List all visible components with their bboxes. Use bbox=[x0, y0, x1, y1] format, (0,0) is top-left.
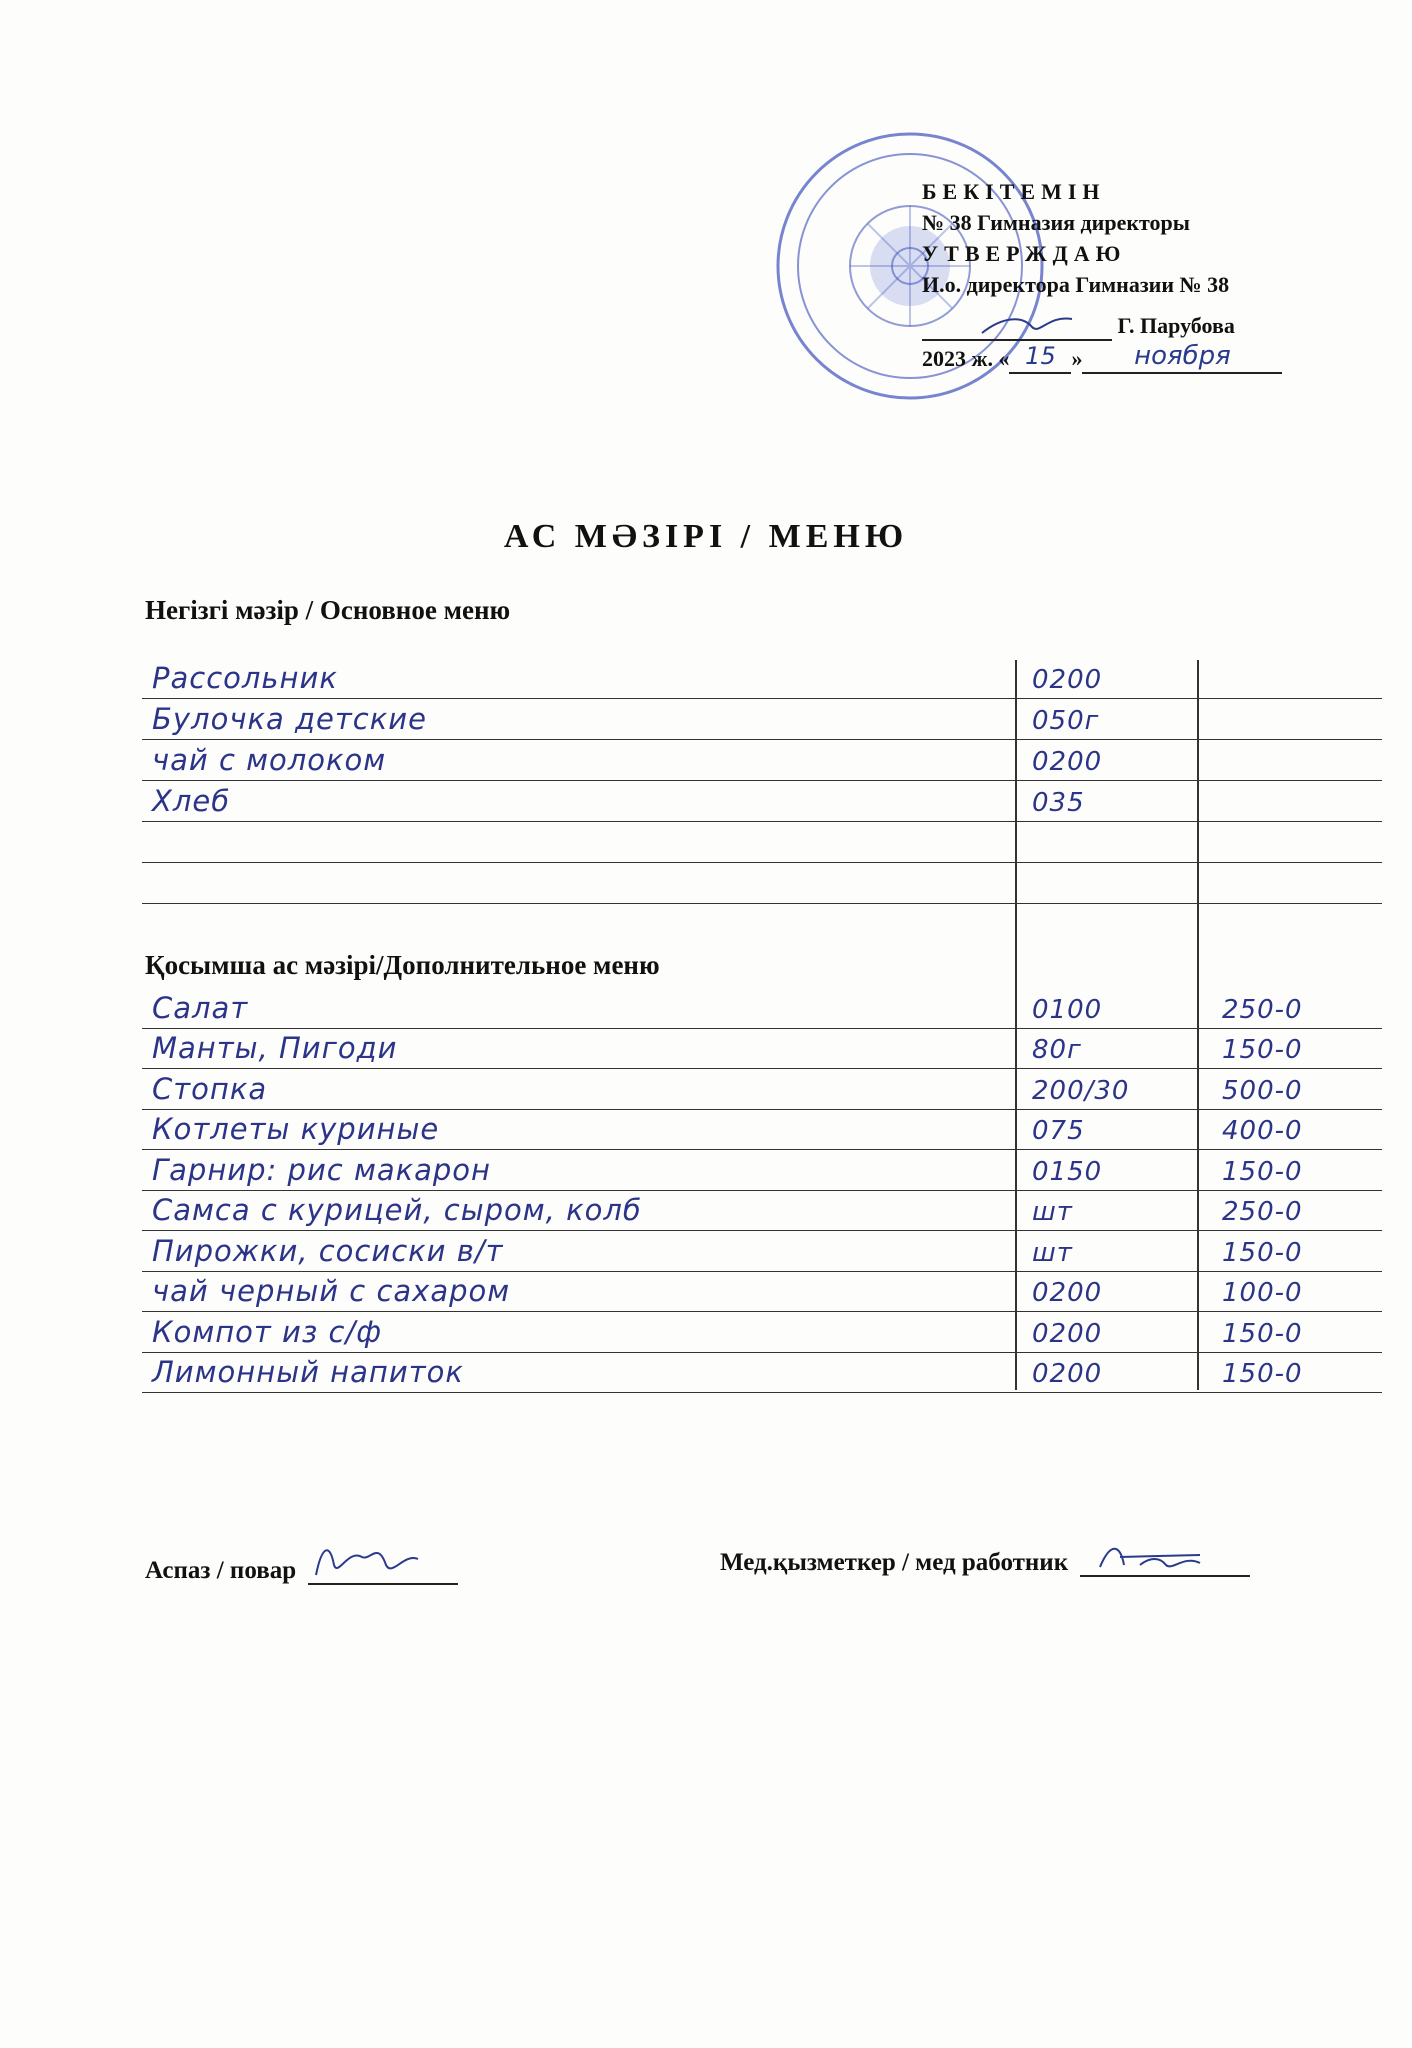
dish-price: 150-0 bbox=[1222, 1318, 1303, 1349]
cook-signature-block bbox=[145, 1535, 458, 1585]
table-row bbox=[142, 1110, 1382, 1151]
director-kz: № 38 Гимназия директоры bbox=[922, 210, 1190, 235]
dish-weight: 0200 bbox=[1032, 1278, 1103, 1308]
approve-kz: БЕКІТЕМІН bbox=[922, 179, 1106, 204]
dish-name: Стопка bbox=[152, 1071, 268, 1106]
dish-weight: 0150 bbox=[1032, 1156, 1103, 1187]
dish-weight: 050г bbox=[1032, 706, 1100, 736]
column-divider-weight bbox=[1015, 660, 1017, 1390]
dish-name: Булочка детские bbox=[152, 702, 427, 736]
dish-name: Хлеб bbox=[152, 784, 231, 818]
table-row bbox=[142, 1353, 1382, 1394]
dish-name: чай с молоком bbox=[152, 743, 387, 777]
director-signature bbox=[922, 311, 1112, 341]
dish-price: 500-0 bbox=[1222, 1075, 1303, 1106]
dish-name: Салат bbox=[152, 990, 249, 1025]
dish-name: Гарнир: рис макарон bbox=[152, 1152, 492, 1187]
dish-price: 250-0 bbox=[1222, 1197, 1303, 1227]
dish-name: Компот из с/ф bbox=[152, 1314, 383, 1349]
med-signature-block bbox=[720, 1535, 1250, 1577]
dish-name: Манты, Пигоди bbox=[152, 1031, 398, 1065]
table-row bbox=[142, 1231, 1382, 1272]
main-menu-heading: Негізгі мәзір / Основное меню bbox=[145, 595, 511, 625]
date-quote: » bbox=[1071, 346, 1083, 371]
table-row bbox=[142, 822, 1382, 863]
date-day: 15 bbox=[1009, 341, 1071, 374]
main-menu-table bbox=[142, 658, 1382, 904]
dish-name: чай черный с сахаром bbox=[152, 1274, 511, 1308]
table-row bbox=[142, 740, 1382, 781]
director-ru: И.о. директора Гимназии № 38 bbox=[922, 272, 1230, 297]
page-title: АС МӘЗІРІ / МЕНЮ bbox=[503, 518, 909, 555]
dish-name: Пирожки, сосиски в/т bbox=[152, 1233, 504, 1268]
table-row bbox=[142, 699, 1382, 740]
dish-weight: 0200 bbox=[1032, 1359, 1103, 1389]
med-label: Мед.қызметкер / мед работник bbox=[720, 1549, 1069, 1576]
table-row bbox=[142, 1150, 1382, 1191]
dish-weight: 0200 bbox=[1032, 665, 1103, 695]
date-month: ноября bbox=[1082, 341, 1282, 374]
dish-name: Котлеты куриные bbox=[152, 1112, 440, 1146]
dish-weight: 075 bbox=[1032, 1116, 1085, 1146]
dish-name: Лимонный напиток bbox=[152, 1355, 464, 1389]
dish-name: Рассольник bbox=[152, 661, 338, 695]
date-prefix: 2023 ж. « bbox=[922, 346, 1010, 371]
director-signature-line bbox=[922, 310, 1362, 341]
extra-menu-heading: Қосымша ас мәзірі/Дополнительное меню bbox=[145, 950, 660, 980]
dish-price: 250-0 bbox=[1222, 994, 1303, 1025]
table-row bbox=[142, 1272, 1382, 1313]
dish-price: 400-0 bbox=[1222, 1116, 1303, 1146]
dish-weight: 035 bbox=[1032, 788, 1085, 818]
dish-price: 150-0 bbox=[1222, 1035, 1303, 1065]
approval-block bbox=[922, 176, 1362, 374]
med-signature bbox=[1080, 1535, 1250, 1577]
table-row bbox=[142, 658, 1382, 699]
cook-signature bbox=[308, 1535, 458, 1585]
table-row bbox=[142, 1029, 1382, 1070]
approval-date bbox=[922, 341, 1362, 374]
table-row bbox=[142, 1191, 1382, 1232]
dish-weight: 200/30 bbox=[1032, 1075, 1130, 1106]
extra-menu-table bbox=[142, 988, 1382, 1393]
dish-price: 150-0 bbox=[1222, 1359, 1303, 1389]
table-row bbox=[142, 988, 1382, 1029]
table-row bbox=[142, 863, 1382, 904]
table-row bbox=[142, 1069, 1382, 1110]
dish-weight: шт bbox=[1032, 1197, 1073, 1227]
dish-price: 150-0 bbox=[1222, 1156, 1303, 1187]
dish-price: 100-0 bbox=[1222, 1278, 1303, 1308]
dish-name: Самса с курицей, сыром, колб bbox=[152, 1193, 642, 1227]
table-row bbox=[142, 781, 1382, 822]
approve-ru: УТВЕРЖДАЮ bbox=[922, 241, 1127, 266]
dish-weight: 0200 bbox=[1032, 1318, 1103, 1349]
table-row bbox=[142, 1312, 1382, 1353]
dish-weight: 0200 bbox=[1032, 747, 1103, 777]
dish-weight: 80г bbox=[1032, 1035, 1082, 1065]
dish-price: 150-0 bbox=[1222, 1237, 1303, 1268]
cook-label: Аспаз / повар bbox=[145, 1557, 297, 1584]
dish-weight: шт bbox=[1032, 1237, 1073, 1268]
dish-weight: 0100 bbox=[1032, 994, 1103, 1025]
column-divider-price bbox=[1197, 660, 1199, 1390]
signer-name: Г. Парубова bbox=[1117, 313, 1235, 338]
